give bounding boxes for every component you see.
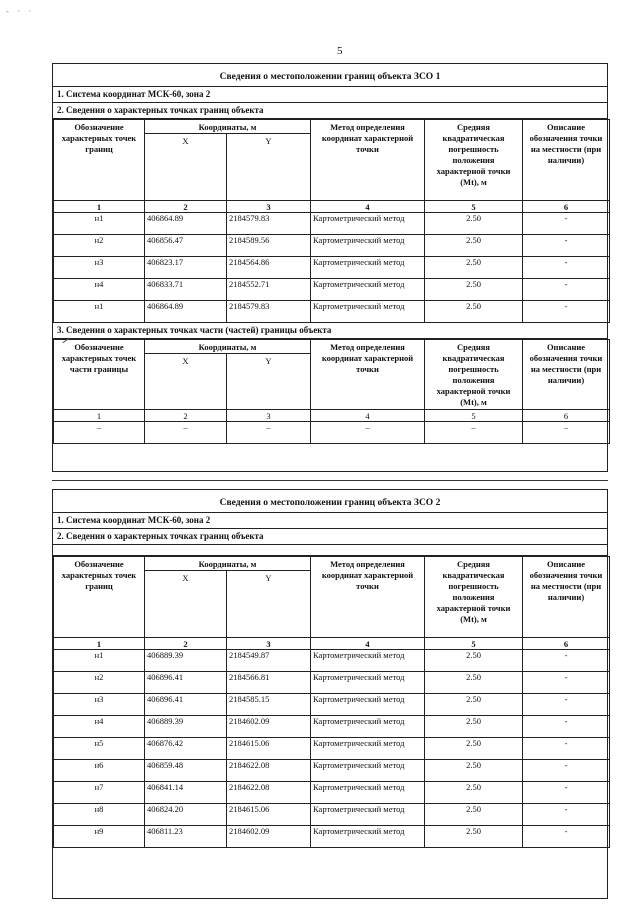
zso1-points-table <box>53 119 610 323</box>
zso2-points-heading: 2. Сведения о характерных точках границ объекта <box>53 529 607 545</box>
table-row <box>54 738 610 760</box>
cell-desc: - <box>523 257 610 279</box>
cell-desc: - <box>523 804 610 826</box>
cell-method: Картометрический метод <box>311 301 425 323</box>
page-divider <box>52 480 608 481</box>
cell-y: 2184615.06 <box>227 738 311 760</box>
cell-desc: - <box>523 782 610 804</box>
cell-desc: - <box>523 213 610 235</box>
table-row <box>54 826 610 848</box>
cell-desc: - <box>523 672 610 694</box>
cell-method: Картометрический метод <box>311 650 425 672</box>
cell-id: н4 <box>54 279 145 301</box>
cell-desc: - <box>523 235 610 257</box>
table-row <box>54 672 610 694</box>
col-number: 5 <box>425 201 523 213</box>
cell-id: н1 <box>54 301 145 323</box>
cell-desc: - <box>523 716 610 738</box>
cell-y: 2184564.86 <box>227 257 311 279</box>
cell-desc: - <box>523 826 610 848</box>
cell-id: н2 <box>54 235 145 257</box>
col-number: 5 <box>425 638 523 650</box>
cell-id: н3 <box>54 257 145 279</box>
cell-y: – <box>227 422 311 444</box>
col-number: 1 <box>54 201 145 213</box>
col-number: 4 <box>311 201 425 213</box>
table-row <box>54 804 610 826</box>
cell-mt: 2.50 <box>425 213 523 235</box>
cell-method: – <box>311 422 425 444</box>
cell-desc: - <box>523 279 610 301</box>
zso1-points-heading: 2. Сведения о характерных точках границ объекта <box>53 103 607 119</box>
cell-id: н4 <box>54 716 145 738</box>
cell-y: 2184549.87 <box>227 650 311 672</box>
col-number: 3 <box>227 638 311 650</box>
cell-desc: - <box>523 650 610 672</box>
cell-x: 406823.17 <box>145 257 227 279</box>
table-row <box>54 694 610 716</box>
zso1-coordinate-system: 1. Система координат МСК-60, зона 2 <box>53 87 607 103</box>
cell-x: 406859.48 <box>145 760 227 782</box>
cell-id: н5 <box>54 738 145 760</box>
cell-y: 2184566.81 <box>227 672 311 694</box>
scan-marks: - · · <box>6 6 35 16</box>
col-method: Метод определения координат характерной точки <box>311 120 425 201</box>
col-y: Y <box>227 571 311 638</box>
cell-id: н1 <box>54 213 145 235</box>
table-row <box>54 279 610 301</box>
cell-y: 2184589.56 <box>227 235 311 257</box>
page-number: 5 <box>337 45 343 57</box>
table-row <box>54 235 610 257</box>
cell-y: 2184579.83 <box>227 213 311 235</box>
col-designation: Обозначение характерных точек границ <box>54 557 145 638</box>
cell-method: Картометрический метод <box>311 826 425 848</box>
cell-mt: 2.50 <box>425 279 523 301</box>
spacer <box>53 545 607 556</box>
cell-y: 2184622.08 <box>227 760 311 782</box>
zso2-points-table <box>53 556 610 848</box>
cell-mt: 2.50 <box>425 672 523 694</box>
col-description: Описание обозначения точки на местности (при наличии) <box>523 557 610 638</box>
col-number: 2 <box>145 410 227 422</box>
cell-y: 2184602.09 <box>227 826 311 848</box>
cell-x: – <box>145 422 227 444</box>
cell-method: Картометрический метод <box>311 716 425 738</box>
table-row <box>54 782 610 804</box>
cell-mt: – <box>425 422 523 444</box>
cell-mt: 2.50 <box>425 235 523 257</box>
cell-method: Картометрический метод <box>311 257 425 279</box>
cell-y: 2184585.15 <box>227 694 311 716</box>
col-designation: Обозначение характерных точек части границы <box>54 340 145 410</box>
col-y: Y <box>227 354 311 410</box>
zso2-title: Сведения о местоположении границ объекта ЗСО 2 <box>53 490 607 513</box>
cell-id: н6 <box>54 760 145 782</box>
col-x: X <box>145 134 227 201</box>
col-number: 2 <box>145 201 227 213</box>
cell-desc: - <box>523 301 610 323</box>
cell-method: Картометрический метод <box>311 782 425 804</box>
cell-mt: 2.50 <box>425 694 523 716</box>
cell-method: Картометрический метод <box>311 213 425 235</box>
cell-mt: 2.50 <box>425 804 523 826</box>
cell-x: 406856.47 <box>145 235 227 257</box>
zso2-section <box>52 489 608 899</box>
cell-method: Картометрический метод <box>311 738 425 760</box>
cell-x: 406833.71 <box>145 279 227 301</box>
col-designation: Обозначение характерных точек границ <box>54 120 145 201</box>
table-row <box>54 213 610 235</box>
cell-x: 406811.23 <box>145 826 227 848</box>
cell-x: 406864.89 <box>145 213 227 235</box>
cell-y: 2184552.71 <box>227 279 311 301</box>
col-coordinates: Координаты, м <box>145 120 311 134</box>
zso1-section <box>52 63 608 472</box>
cell-mt: 2.50 <box>425 782 523 804</box>
col-number: 4 <box>311 638 425 650</box>
cell-mt: 2.50 <box>425 257 523 279</box>
cell-y: 2184579.83 <box>227 301 311 323</box>
cell-id: н1 <box>54 650 145 672</box>
col-number: 1 <box>54 638 145 650</box>
table-row <box>54 301 610 323</box>
table-row <box>54 760 610 782</box>
zso1-part-table <box>53 339 610 444</box>
col-number: 6 <box>523 201 610 213</box>
cell-x: 406876.42 <box>145 738 227 760</box>
col-number: 2 <box>145 638 227 650</box>
column-number-row <box>54 638 610 650</box>
col-accuracy: Средняя квадратическая погрешность положения характерной точки (Mt), м <box>425 557 523 638</box>
column-number-row <box>54 410 610 422</box>
col-description: Описание обозначения точки на местности (при наличии) <box>523 340 610 410</box>
col-number: 6 <box>523 410 610 422</box>
cell-mt: 2.50 <box>425 738 523 760</box>
cell-id: – <box>54 422 145 444</box>
col-coordinates: Координаты, м <box>145 557 311 571</box>
cell-x: 406841.14 <box>145 782 227 804</box>
column-number-row <box>54 201 610 213</box>
col-x: X <box>145 571 227 638</box>
zso1-title: Сведения о местоположении границ объекта ЗСО 1 <box>53 64 607 87</box>
col-description: Описание обозначения точки на местности (при наличии) <box>523 120 610 201</box>
cell-desc: – <box>523 422 610 444</box>
cell-mt: 2.50 <box>425 826 523 848</box>
table-row <box>54 716 610 738</box>
table-row <box>54 422 610 444</box>
cell-method: Картометрический метод <box>311 235 425 257</box>
table-row <box>54 650 610 672</box>
cell-mt: 2.50 <box>425 760 523 782</box>
col-number: 5 <box>425 410 523 422</box>
col-number: 3 <box>227 410 311 422</box>
cell-x: 406824.20 <box>145 804 227 826</box>
col-number: 1 <box>54 410 145 422</box>
cell-desc: - <box>523 738 610 760</box>
cell-id: н9 <box>54 826 145 848</box>
cell-method: Картометрический метод <box>311 804 425 826</box>
cell-method: Картометрический метод <box>311 672 425 694</box>
col-number: 3 <box>227 201 311 213</box>
cell-x: 406896.41 <box>145 672 227 694</box>
cell-desc: - <box>523 760 610 782</box>
col-x: X <box>145 354 227 410</box>
cell-x: 406896.41 <box>145 694 227 716</box>
col-coordinates: Координаты, м <box>145 340 311 354</box>
col-accuracy: Средняя квадратическая погрешность положения характерной точки (Mt), м <box>425 120 523 201</box>
cell-mt: 2.50 <box>425 716 523 738</box>
col-method: Метод определения координат характерной точки <box>311 340 425 410</box>
col-accuracy: Средняя квадратическая погрешность положения характерной точки (Mt), м <box>425 340 523 410</box>
cell-x: 406864.89 <box>145 301 227 323</box>
cell-y: 2184602.09 <box>227 716 311 738</box>
zso2-coordinate-system: 1. Система координат МСК-60, зона 2 <box>53 513 607 529</box>
cell-mt: 2.50 <box>425 301 523 323</box>
zso1-part-heading: 3. Сведения о характерных точках части (частей) границы объекта <box>53 323 607 339</box>
cell-desc: - <box>523 694 610 716</box>
cell-mt: 2.50 <box>425 650 523 672</box>
cell-x: 406889.39 <box>145 650 227 672</box>
col-number: 6 <box>523 638 610 650</box>
col-y: Y <box>227 134 311 201</box>
cell-id: н8 <box>54 804 145 826</box>
cell-x: 406889.39 <box>145 716 227 738</box>
cell-id: н2 <box>54 672 145 694</box>
cell-id: н7 <box>54 782 145 804</box>
cell-method: Картометрический метод <box>311 694 425 716</box>
cell-y: 2184615.06 <box>227 804 311 826</box>
cell-y: 2184622.08 <box>227 782 311 804</box>
cell-id: н3 <box>54 694 145 716</box>
cell-method: Картометрический метод <box>311 760 425 782</box>
cell-method: Картометрический метод <box>311 279 425 301</box>
col-number: 4 <box>311 410 425 422</box>
col-method: Метод определения координат характерной точки <box>311 557 425 638</box>
table-row <box>54 257 610 279</box>
